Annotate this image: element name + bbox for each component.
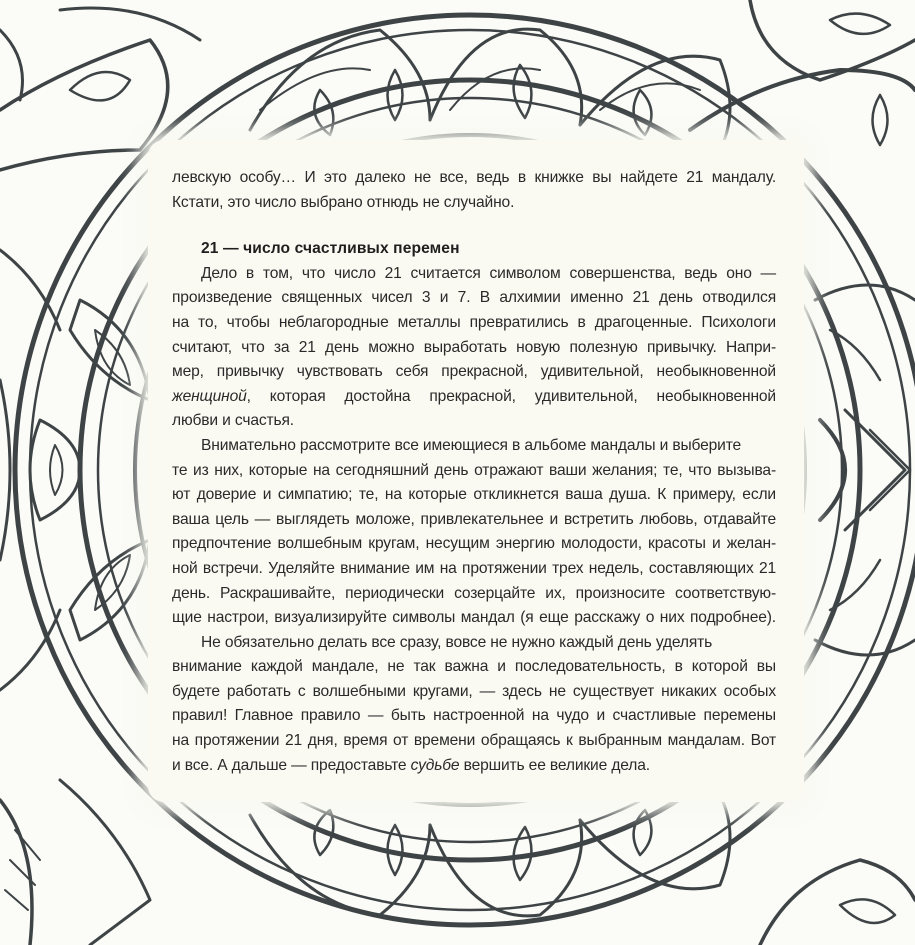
- text-line: левскую особу… И это далеко не все, ведь в книжке вы найдете 21 мандалу.: [172, 169, 776, 186]
- text-line: мер, привычку чувствовать себя прекрасной, удивительной, необыкновенной: [172, 363, 776, 381]
- mandala-petal: [845, 410, 905, 530]
- mandala-petal: [815, 285, 915, 300]
- mandala-leaf: [830, 14, 890, 34]
- paragraph-gap: [172, 215, 776, 237]
- text-line: правил! Главное правило — быть настроенной на чудо и счастливые перемены: [172, 707, 776, 725]
- mandala-leaf: [514, 65, 532, 118]
- mandala-petal: [580, 795, 730, 889]
- mandala-petal: [690, 70, 915, 130]
- text-line: Внимательно рассмотрите все имеющиеся в альбоме мандалы и выберите: [201, 436, 742, 454]
- text-line: [172, 754, 776, 779]
- text-line: ной встречи. Уделяйте внимание им на протяжении трех недель, составляющих 21: [172, 559, 776, 577]
- mandala-petal: [0, 30, 23, 100]
- text-line: произведение священных чисел 3 и 7. В алхимии именно 21 день отводился: [172, 289, 776, 307]
- mandala-leaf: [0, 800, 32, 945]
- text-line: на протяжении 21 дня, время от времени обращаясь к выбранным мандалам. Вот: [172, 732, 776, 750]
- text-line: на то, чтобы неблагородные металлы превратились в драгоценные. Психологи: [172, 313, 776, 331]
- text-fragment: вершить ее великие дела.: [459, 756, 650, 774]
- text-line: щие настрои, визуализируйте символы мандал (я еще расскажу о них подробнее).: [172, 609, 776, 627]
- mandala-leaf: [70, 72, 130, 100]
- article-text: [172, 166, 776, 778]
- text-line: считают, что за 21 день можно выработать новую полезную привычку. Напри-: [172, 338, 776, 356]
- mandala-petal: [60, 780, 150, 945]
- mandala-petal: [430, 29, 582, 125]
- text-line: Не обязательно делать все сразу, вовсе не нужно каждый день уделять: [201, 633, 713, 651]
- mandala-petal: [60, 8, 200, 40]
- text-line: внимание каждой мандале, не так важна и последовательность, в которой вы: [172, 658, 776, 676]
- mandala-leaf: [634, 90, 652, 135]
- mandala-petal: [815, 640, 915, 655]
- italic-word: судьбе: [410, 756, 460, 774]
- mandala-petal: [750, 0, 915, 80]
- mandala-leaf: [873, 95, 888, 145]
- text-line: любви и счастья.: [172, 412, 294, 430]
- mandala-petal: [760, 860, 915, 945]
- text-line: будете работать с волшебными кругами, — здесь не существует никаких особых: [172, 682, 776, 700]
- text-line: те из них, которые на сегодняшний день отражают ваши желания; те, что вызыва-: [172, 461, 776, 479]
- text-line: Дело в том, что число 21 считается символом совершенства, ведь оно —: [201, 264, 776, 282]
- mandala-leaf: [840, 899, 895, 923]
- mandala-leaf: [388, 70, 403, 120]
- text-line: предпочтение волшебным кругам, несущим энергию молодости, красоты и желан-: [172, 535, 776, 553]
- mandala-petal: [250, 30, 430, 130]
- text-line: ваша цель — выглядеть моложе, привлекательнее и встретить любовь, отдавайте: [172, 510, 776, 528]
- mandala-leaf: [30, 420, 80, 520]
- mandala-leaf: [50, 445, 63, 495]
- text-fragment: , которая достойна прекрасной, удивительной, необыкновенной: [246, 387, 776, 405]
- mandala-petal: [0, 380, 10, 560]
- text-line: [172, 385, 776, 410]
- text-line: день. Раскрашивайте, периодически созерцайте их, произносите соответствую-: [172, 584, 776, 602]
- italic-word: женщиной: [172, 387, 247, 405]
- mandala-leaf: [634, 810, 652, 855]
- text-fragment: и все. А дальше — предоставьте: [172, 756, 411, 774]
- text-line: ют доверие и симпатию; те, на которые откликнется ваша душа. К примеру, если: [172, 486, 776, 504]
- text-line: Кстати, это число выбрано отнюдь не случайно.: [172, 193, 515, 211]
- section-heading: 21 — число счастливых перемен: [201, 240, 460, 258]
